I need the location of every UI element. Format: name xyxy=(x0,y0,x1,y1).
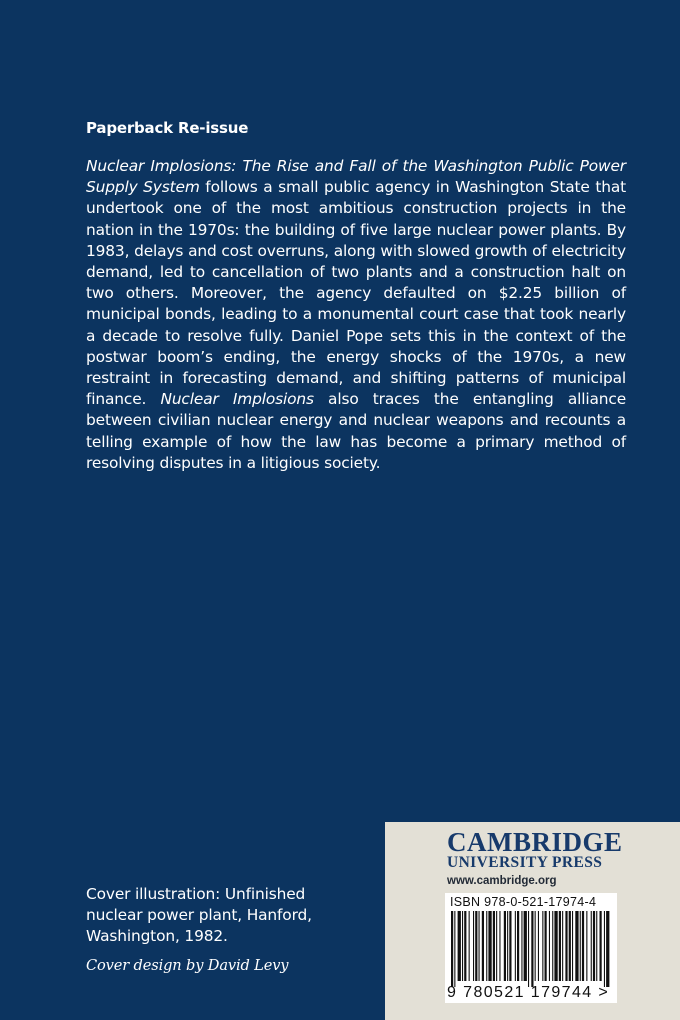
isbn-label: ISBN 978-0-521-17974-4 xyxy=(450,895,597,909)
cover-illustration-credit: Cover illustration: Unfinished nuclear power plant, Hanford, Washington, 1982. xyxy=(86,885,312,945)
publisher-logo-name: CAMBRIDGE xyxy=(447,827,623,857)
isbn-barcode xyxy=(445,893,617,1003)
book-description xyxy=(86,156,626,474)
reissue-heading: Paperback Re-issue xyxy=(86,119,249,137)
publisher-url: www.cambridge.org xyxy=(447,875,557,887)
ean-digits: 9 780521 179744 > xyxy=(447,984,610,1001)
cover-design-credit: Cover design by David Levy xyxy=(86,957,289,974)
publisher-logo-subtitle: UNIVERSITY PRESS xyxy=(447,854,603,871)
barcode-bars xyxy=(451,911,611,987)
book-short-title-italic: Nuclear Implosions xyxy=(160,390,314,409)
book-title-italic: Nuclear Implosions: The Rise and Fall of the Washington Public Power Supply System xyxy=(86,157,626,197)
description-text-part-1: follows a small public agency in Washington State that undertook one of the most ambitious construction projects in the nation in the 1970s: the building of five large nuclear power plants. By 1983, delays and cost overruns, along with slowed growth of electricity demand, led to cancellation of two plants and a construction halt on two others. Moreover, the agency defaulted on $2.25 billion of municipal bonds, leading to a monumental court case that took nearly a decade to resolve fully. Daniel Pope sets this in the context of the postwar boom’s ending, the energy shocks of the 1970s, a new restraint in forecasting demand, and shifting patterns of municipal finance. xyxy=(86,178,626,409)
cover-credits xyxy=(86,884,356,976)
publisher-panel xyxy=(385,822,680,1020)
description-text-part-2: also traces the entangling alliance between civilian nuclear energy and nuclear weapons and recounts a telling example of how the law has become a primary method of resolving disputes in a litigious society. xyxy=(86,390,627,472)
